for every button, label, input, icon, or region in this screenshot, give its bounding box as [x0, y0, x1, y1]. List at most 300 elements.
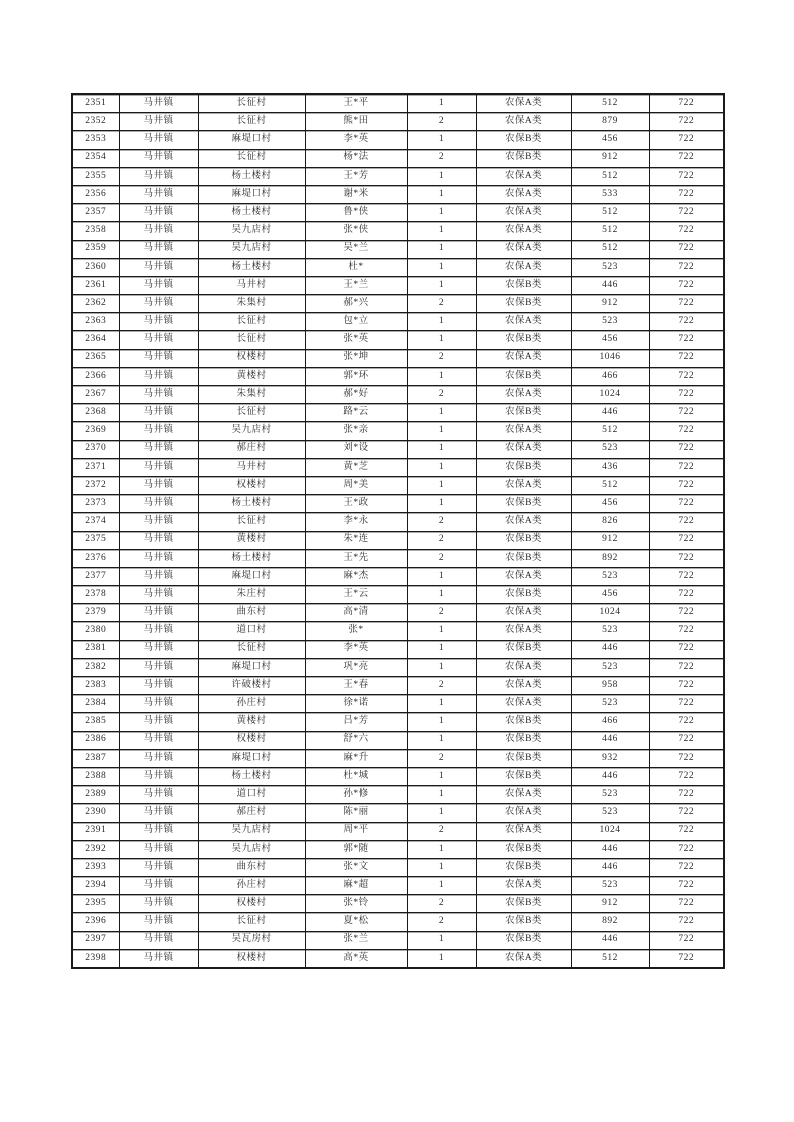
- cell-town: 马井镇: [119, 222, 198, 240]
- table-row: [72, 167, 724, 185]
- cell-village: 麻堤口村: [198, 131, 305, 149]
- cell-count: 1: [407, 931, 476, 949]
- cell-amount: 1024: [571, 386, 649, 404]
- table-row: [72, 295, 724, 313]
- cell-name: 张*文: [305, 858, 407, 876]
- cell-amount: 523: [571, 877, 649, 895]
- table-row: [72, 931, 724, 949]
- cell-serial: 2388: [72, 767, 119, 785]
- cell-count: 2: [407, 822, 476, 840]
- cell-constant: 722: [649, 113, 724, 131]
- cell-village: 郝庄村: [198, 440, 305, 458]
- cell-category: 农保B类: [476, 749, 571, 767]
- cell-constant: 722: [649, 495, 724, 513]
- cell-count: 1: [407, 858, 476, 876]
- cell-amount: 512: [571, 222, 649, 240]
- cell-amount: 512: [571, 94, 649, 113]
- cell-count: 2: [407, 113, 476, 131]
- cell-village: 朱集村: [198, 295, 305, 313]
- cell-count: 1: [407, 440, 476, 458]
- cell-amount: 932: [571, 749, 649, 767]
- cell-category: 农保A类: [476, 440, 571, 458]
- table-body: [72, 94, 724, 968]
- cell-name: 李*英: [305, 131, 407, 149]
- table-row: [72, 640, 724, 658]
- cell-serial: 2392: [72, 840, 119, 858]
- cell-count: 1: [407, 713, 476, 731]
- cell-amount: 446: [571, 640, 649, 658]
- cell-serial: 2379: [72, 604, 119, 622]
- cell-constant: 722: [649, 313, 724, 331]
- cell-name: 王*政: [305, 495, 407, 513]
- cell-town: 马井镇: [119, 786, 198, 804]
- cell-category: 农保A类: [476, 113, 571, 131]
- cell-category: 农保B类: [476, 931, 571, 949]
- cell-name: 杜*城: [305, 767, 407, 785]
- cell-category: 农保B类: [476, 531, 571, 549]
- cell-village: 黄楼村: [198, 713, 305, 731]
- cell-serial: 2382: [72, 658, 119, 676]
- cell-count: 1: [407, 840, 476, 858]
- cell-count: 1: [407, 276, 476, 294]
- table-row: [72, 731, 724, 749]
- cell-category: 农保A类: [476, 877, 571, 895]
- cell-name: 张*铃: [305, 895, 407, 913]
- cell-town: 马井镇: [119, 640, 198, 658]
- table-row: [72, 567, 724, 585]
- cell-town: 马井镇: [119, 404, 198, 422]
- cell-name: 李*英: [305, 640, 407, 658]
- cell-count: 1: [407, 731, 476, 749]
- cell-constant: 722: [649, 367, 724, 385]
- cell-serial: 2386: [72, 731, 119, 749]
- cell-count: 2: [407, 604, 476, 622]
- cell-constant: 722: [649, 767, 724, 785]
- cell-category: 农保B类: [476, 495, 571, 513]
- cell-category: 农保B类: [476, 276, 571, 294]
- cell-category: 农保B类: [476, 331, 571, 349]
- cell-amount: 523: [571, 258, 649, 276]
- cell-constant: 722: [649, 422, 724, 440]
- cell-count: 1: [407, 877, 476, 895]
- cell-town: 马井镇: [119, 731, 198, 749]
- cell-amount: 456: [571, 131, 649, 149]
- cell-amount: 892: [571, 913, 649, 931]
- cell-name: 王*先: [305, 549, 407, 567]
- table-row: [72, 313, 724, 331]
- cell-amount: 456: [571, 586, 649, 604]
- cell-serial: 2362: [72, 295, 119, 313]
- cell-village: 杨土楼村: [198, 767, 305, 785]
- cell-name: 朱*连: [305, 531, 407, 549]
- cell-amount: 512: [571, 240, 649, 258]
- cell-village: 郝庄村: [198, 804, 305, 822]
- table-row: [72, 658, 724, 676]
- cell-name: 郝*兴: [305, 295, 407, 313]
- cell-serial: 2367: [72, 386, 119, 404]
- table-row: [72, 149, 724, 167]
- cell-serial: 2389: [72, 786, 119, 804]
- cell-town: 马井镇: [119, 367, 198, 385]
- table-row: [72, 767, 724, 785]
- cell-village: 马井村: [198, 458, 305, 476]
- cell-town: 马井镇: [119, 877, 198, 895]
- cell-amount: 1024: [571, 822, 649, 840]
- cell-town: 马井镇: [119, 185, 198, 203]
- cell-count: 2: [407, 749, 476, 767]
- cell-serial: 2351: [72, 94, 119, 113]
- cell-name: 张*亲: [305, 422, 407, 440]
- cell-name: 巩*亮: [305, 658, 407, 676]
- cell-amount: 1046: [571, 349, 649, 367]
- cell-serial: 2391: [72, 822, 119, 840]
- cell-town: 马井镇: [119, 804, 198, 822]
- cell-village: 曲东村: [198, 604, 305, 622]
- cell-amount: 879: [571, 113, 649, 131]
- cell-constant: 722: [649, 349, 724, 367]
- table-row: [72, 622, 724, 640]
- cell-village: 黄楼村: [198, 367, 305, 385]
- cell-town: 马井镇: [119, 476, 198, 494]
- cell-village: 权楼村: [198, 731, 305, 749]
- cell-name: 郭*环: [305, 367, 407, 385]
- cell-constant: 722: [649, 513, 724, 531]
- cell-town: 马井镇: [119, 440, 198, 458]
- cell-name: 麻*超: [305, 877, 407, 895]
- cell-town: 马井镇: [119, 204, 198, 222]
- cell-category: 农保A类: [476, 677, 571, 695]
- cell-village: 长征村: [198, 640, 305, 658]
- cell-count: 1: [407, 622, 476, 640]
- cell-serial: 2368: [72, 404, 119, 422]
- cell-constant: 722: [649, 258, 724, 276]
- table-row: [72, 786, 724, 804]
- cell-village: 许破楼村: [198, 677, 305, 695]
- table-row: [72, 586, 724, 604]
- cell-constant: 722: [649, 404, 724, 422]
- cell-village: 吴九店村: [198, 840, 305, 858]
- cell-name: 郝*好: [305, 386, 407, 404]
- table-row: [72, 240, 724, 258]
- cell-amount: 912: [571, 531, 649, 549]
- table-row: [72, 895, 724, 913]
- cell-town: 马井镇: [119, 131, 198, 149]
- cell-town: 马井镇: [119, 422, 198, 440]
- cell-amount: 523: [571, 622, 649, 640]
- table-row: [72, 386, 724, 404]
- cell-serial: 2372: [72, 476, 119, 494]
- cell-serial: 2385: [72, 713, 119, 731]
- cell-serial: 2373: [72, 495, 119, 513]
- cell-name: 张*英: [305, 331, 407, 349]
- table-row: [72, 185, 724, 203]
- cell-name: 陈*丽: [305, 804, 407, 822]
- cell-name: 周*美: [305, 476, 407, 494]
- cell-constant: 722: [649, 167, 724, 185]
- cell-category: 农保A类: [476, 94, 571, 113]
- cell-count: 1: [407, 695, 476, 713]
- table-row: [72, 531, 724, 549]
- cell-town: 马井镇: [119, 913, 198, 931]
- cell-amount: 512: [571, 476, 649, 494]
- cell-constant: 722: [649, 840, 724, 858]
- cell-count: 2: [407, 386, 476, 404]
- cell-count: 1: [407, 367, 476, 385]
- cell-serial: 2355: [72, 167, 119, 185]
- cell-town: 马井镇: [119, 931, 198, 949]
- cell-count: 1: [407, 495, 476, 513]
- cell-serial: 2353: [72, 131, 119, 149]
- cell-constant: 722: [649, 695, 724, 713]
- cell-count: 2: [407, 895, 476, 913]
- table-row: [72, 949, 724, 968]
- table-row: [72, 840, 724, 858]
- cell-name: 张*兰: [305, 931, 407, 949]
- cell-name: 张*: [305, 622, 407, 640]
- cell-town: 马井镇: [119, 513, 198, 531]
- cell-serial: 2381: [72, 640, 119, 658]
- cell-constant: 722: [649, 640, 724, 658]
- cell-category: 农保A类: [476, 349, 571, 367]
- cell-serial: 2397: [72, 931, 119, 949]
- table-row: [72, 404, 724, 422]
- cell-village: 长征村: [198, 149, 305, 167]
- cell-category: 农保B类: [476, 713, 571, 731]
- cell-category: 农保A类: [476, 167, 571, 185]
- cell-category: 农保B类: [476, 640, 571, 658]
- cell-constant: 722: [649, 749, 724, 767]
- cell-constant: 722: [649, 222, 724, 240]
- table-row: [72, 549, 724, 567]
- cell-category: 农保B类: [476, 295, 571, 313]
- table-row: [72, 440, 724, 458]
- cell-constant: 722: [649, 858, 724, 876]
- cell-constant: 722: [649, 531, 724, 549]
- cell-count: 1: [407, 222, 476, 240]
- cell-name: 包*立: [305, 313, 407, 331]
- cell-constant: 722: [649, 931, 724, 949]
- cell-name: 张*坤: [305, 349, 407, 367]
- cell-serial: 2365: [72, 349, 119, 367]
- cell-constant: 722: [649, 185, 724, 203]
- cell-category: 农保A类: [476, 786, 571, 804]
- cell-category: 农保B类: [476, 913, 571, 931]
- cell-village: 长征村: [198, 331, 305, 349]
- cell-amount: 958: [571, 677, 649, 695]
- cell-constant: 722: [649, 331, 724, 349]
- cell-village: 马井村: [198, 276, 305, 294]
- cell-amount: 523: [571, 695, 649, 713]
- cell-category: 农保A类: [476, 313, 571, 331]
- cell-name: 徐*诺: [305, 695, 407, 713]
- cell-constant: 722: [649, 94, 724, 113]
- cell-serial: 2363: [72, 313, 119, 331]
- cell-serial: 2359: [72, 240, 119, 258]
- cell-village: 孙庄村: [198, 877, 305, 895]
- cell-category: 农保A类: [476, 604, 571, 622]
- cell-name: 孙*修: [305, 786, 407, 804]
- cell-serial: 2383: [72, 677, 119, 695]
- cell-village: 道口村: [198, 786, 305, 804]
- cell-constant: 722: [649, 567, 724, 585]
- cell-category: 农保A类: [476, 476, 571, 494]
- cell-category: 农保A类: [476, 222, 571, 240]
- cell-category: 农保B类: [476, 131, 571, 149]
- cell-serial: 2366: [72, 367, 119, 385]
- cell-village: 孙庄村: [198, 695, 305, 713]
- cell-count: 2: [407, 149, 476, 167]
- cell-amount: 436: [571, 458, 649, 476]
- cell-count: 2: [407, 349, 476, 367]
- cell-town: 马井镇: [119, 604, 198, 622]
- cell-amount: 446: [571, 931, 649, 949]
- cell-category: 农保A类: [476, 204, 571, 222]
- cell-name: 周*平: [305, 822, 407, 840]
- cell-amount: 912: [571, 895, 649, 913]
- table-row: [72, 258, 724, 276]
- cell-village: 长征村: [198, 913, 305, 931]
- cell-category: 农保B类: [476, 731, 571, 749]
- cell-serial: 2395: [72, 895, 119, 913]
- cell-serial: 2370: [72, 440, 119, 458]
- table-row: [72, 331, 724, 349]
- cell-constant: 722: [649, 804, 724, 822]
- cell-count: 1: [407, 567, 476, 585]
- cell-category: 农保B类: [476, 895, 571, 913]
- cell-count: 1: [407, 786, 476, 804]
- cell-village: 杨土楼村: [198, 204, 305, 222]
- cell-count: 1: [407, 204, 476, 222]
- cell-count: 1: [407, 458, 476, 476]
- cell-constant: 722: [649, 204, 724, 222]
- cell-town: 马井镇: [119, 622, 198, 640]
- cell-village: 权楼村: [198, 949, 305, 968]
- cell-serial: 2387: [72, 749, 119, 767]
- cell-count: 1: [407, 422, 476, 440]
- cell-count: 1: [407, 258, 476, 276]
- cell-count: 1: [407, 131, 476, 149]
- cell-constant: 722: [649, 458, 724, 476]
- cell-name: 熊*田: [305, 113, 407, 131]
- cell-serial: 2358: [72, 222, 119, 240]
- table-row: [72, 113, 724, 131]
- cell-serial: 2369: [72, 422, 119, 440]
- cell-serial: 2384: [72, 695, 119, 713]
- cell-amount: 523: [571, 313, 649, 331]
- cell-constant: 722: [649, 949, 724, 968]
- cell-name: 李*永: [305, 513, 407, 531]
- cell-village: 权楼村: [198, 349, 305, 367]
- table-row: [72, 677, 724, 695]
- cell-name: 杨*法: [305, 149, 407, 167]
- cell-name: 鲁*侠: [305, 204, 407, 222]
- cell-count: 1: [407, 185, 476, 203]
- cell-category: 农保B类: [476, 840, 571, 858]
- table-row: [72, 695, 724, 713]
- cell-constant: 722: [649, 822, 724, 840]
- cell-name: 郭*随: [305, 840, 407, 858]
- cell-constant: 722: [649, 713, 724, 731]
- cell-amount: 466: [571, 367, 649, 385]
- table-row: [72, 458, 724, 476]
- cell-count: 1: [407, 313, 476, 331]
- cell-village: 吴九店村: [198, 422, 305, 440]
- cell-village: 长征村: [198, 113, 305, 131]
- cell-count: 1: [407, 949, 476, 968]
- cell-serial: 2371: [72, 458, 119, 476]
- cell-serial: 2377: [72, 567, 119, 585]
- cell-village: 吴九店村: [198, 240, 305, 258]
- table-row: [72, 858, 724, 876]
- cell-serial: 2390: [72, 804, 119, 822]
- cell-count: 1: [407, 167, 476, 185]
- cell-amount: 523: [571, 440, 649, 458]
- table-row: [72, 349, 724, 367]
- cell-serial: 2394: [72, 877, 119, 895]
- cell-name: 谢*米: [305, 185, 407, 203]
- table-row: [72, 822, 724, 840]
- cell-category: 农保A类: [476, 513, 571, 531]
- cell-serial: 2398: [72, 949, 119, 968]
- cell-village: 杨土楼村: [198, 549, 305, 567]
- cell-town: 马井镇: [119, 549, 198, 567]
- cell-count: 1: [407, 658, 476, 676]
- cell-category: 农保A类: [476, 258, 571, 276]
- cell-category: 农保B类: [476, 549, 571, 567]
- cell-category: 农保A类: [476, 949, 571, 968]
- cell-name: 麻*杰: [305, 567, 407, 585]
- table-row: [72, 513, 724, 531]
- cell-town: 马井镇: [119, 677, 198, 695]
- cell-constant: 722: [649, 677, 724, 695]
- cell-constant: 722: [649, 276, 724, 294]
- cell-category: 农保B类: [476, 149, 571, 167]
- cell-town: 马井镇: [119, 749, 198, 767]
- cell-village: 麻堤口村: [198, 567, 305, 585]
- cell-serial: 2396: [72, 913, 119, 931]
- cell-village: 麻堤口村: [198, 658, 305, 676]
- cell-constant: 722: [649, 895, 724, 913]
- cell-count: 1: [407, 767, 476, 785]
- cell-town: 马井镇: [119, 713, 198, 731]
- cell-constant: 722: [649, 913, 724, 931]
- cell-town: 马井镇: [119, 495, 198, 513]
- cell-serial: 2374: [72, 513, 119, 531]
- cell-count: 1: [407, 804, 476, 822]
- cell-category: 农保A类: [476, 386, 571, 404]
- cell-constant: 722: [649, 295, 724, 313]
- cell-serial: 2354: [72, 149, 119, 167]
- cell-village: 吴九店村: [198, 222, 305, 240]
- cell-count: 1: [407, 404, 476, 422]
- cell-count: 1: [407, 94, 476, 113]
- insurance-roster-table: [71, 93, 725, 969]
- cell-town: 马井镇: [119, 295, 198, 313]
- cell-count: 2: [407, 295, 476, 313]
- cell-town: 马井镇: [119, 94, 198, 113]
- cell-constant: 722: [649, 786, 724, 804]
- table-row: [72, 604, 724, 622]
- cell-village: 道口村: [198, 622, 305, 640]
- cell-category: 农保A类: [476, 695, 571, 713]
- cell-name: 高*清: [305, 604, 407, 622]
- cell-amount: 446: [571, 840, 649, 858]
- cell-category: 农保B类: [476, 767, 571, 785]
- cell-name: 麻*升: [305, 749, 407, 767]
- cell-town: 马井镇: [119, 276, 198, 294]
- cell-name: 王*兰: [305, 276, 407, 294]
- cell-amount: 446: [571, 404, 649, 422]
